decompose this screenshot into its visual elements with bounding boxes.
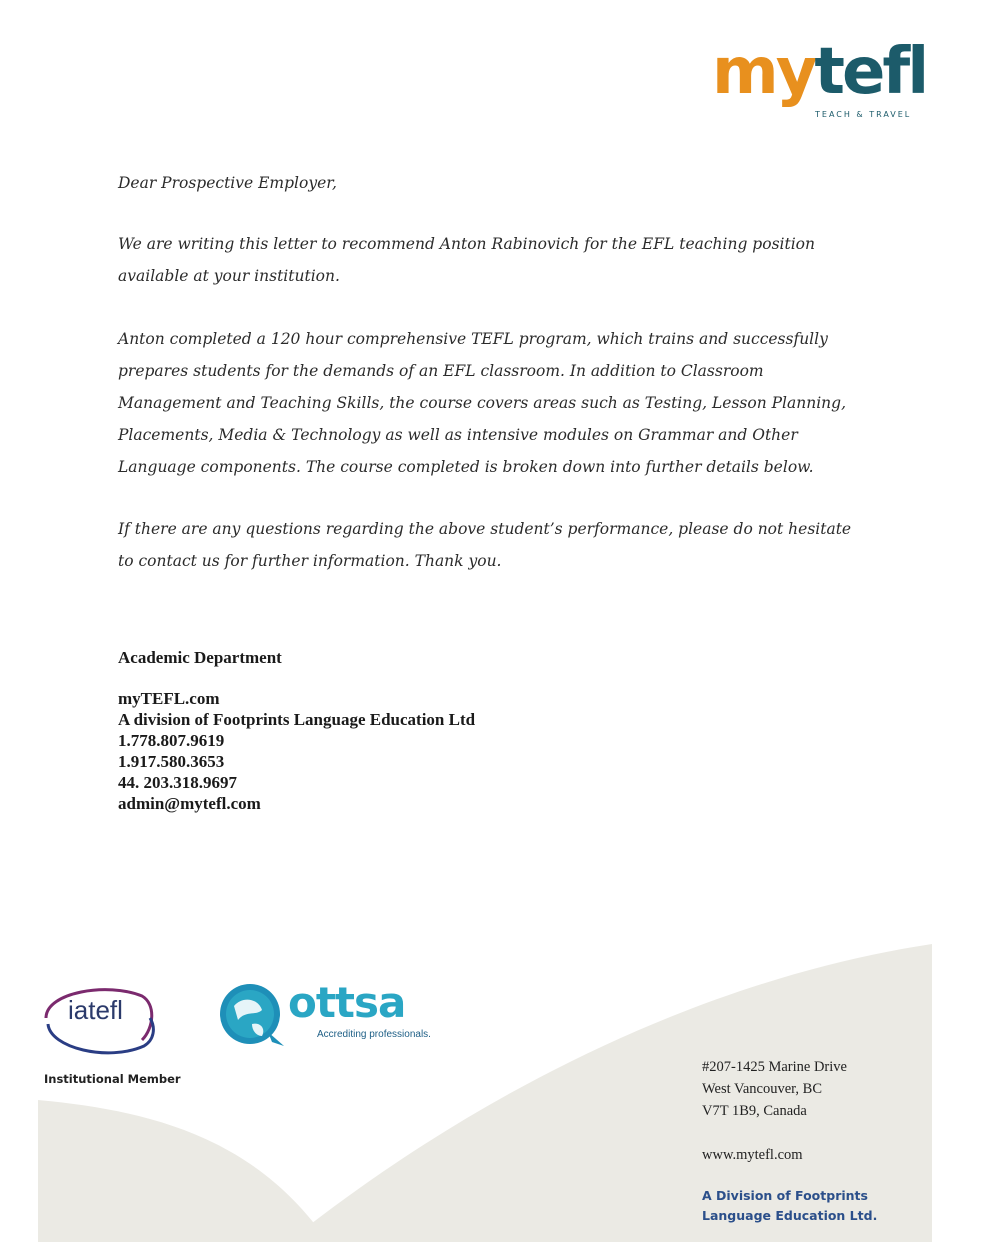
institutional-member-label: Institutional Member [44, 1072, 181, 1086]
letter-paragraph-1: We are writing this letter to recommend Anton Rabinovich for the EFL teaching position available at your institution. [118, 235, 815, 285]
iatefl-text: iatefl [68, 995, 123, 1025]
signature-division: A division of Footprints Language Education Ltd [118, 710, 476, 729]
signature-contact-block [118, 688, 475, 814]
mailing-address [702, 1056, 847, 1122]
signature-company: myTEFL.com [118, 689, 220, 708]
division-line-1: A Division of Footprints [702, 1188, 868, 1203]
division-line-2: Language Education Ltd. [702, 1208, 878, 1223]
letter-paragraph-3: If there are any questions regarding the above student’s performance, please do not hesitate to contact us for further information. Thank you. [118, 520, 852, 570]
iatefl-logo [38, 978, 158, 1062]
signature-department: Academic Department [118, 648, 282, 667]
ottsa-tagline: Accrediting professionals. [317, 1029, 431, 1040]
signature-phone-3: 44. 203.318.9697 [118, 773, 237, 792]
ottsa-text: ottsa [288, 978, 406, 1027]
logo-tagline: TEACH & TRAVEL [815, 110, 912, 119]
salutation: Dear Prospective Employer, [118, 174, 337, 192]
address-line-1: #207-1425 Marine Drive [702, 1059, 847, 1075]
division-note [702, 1186, 877, 1226]
letter-paragraph-2: Anton completed a 120 hour comprehensive TEFL program, which trains and successfully prepares students for the demands of an EFL classroom. In addition to Classroom Management and Teaching Skills, the course covers areas such as Testing, Lesson Planning, Placements, Media & Technology as well as intensive modules on Grammar and Other Language components. The course completed is broken down into further details below. [118, 330, 847, 476]
letter-page [38, 6, 932, 1242]
globe-icon [212, 980, 292, 1052]
swoosh-lower [38, 1100, 328, 1242]
mytefl-logo [712, 35, 927, 126]
logo-tefl-text: tefl [814, 35, 927, 109]
website-link[interactable]: www.mytefl.com [702, 1147, 803, 1163]
signature-phone-2: 1.917.580.3653 [118, 752, 225, 771]
ottsa-logo [212, 980, 432, 1052]
address-line-2: West Vancouver, BC [702, 1081, 823, 1097]
address-line-3: V7T 1B9, Canada [702, 1103, 807, 1119]
signature-phone-1: 1.778.807.9619 [118, 731, 225, 750]
logo-my-text: my [712, 35, 815, 109]
signature-email: admin@mytefl.com [118, 794, 261, 813]
